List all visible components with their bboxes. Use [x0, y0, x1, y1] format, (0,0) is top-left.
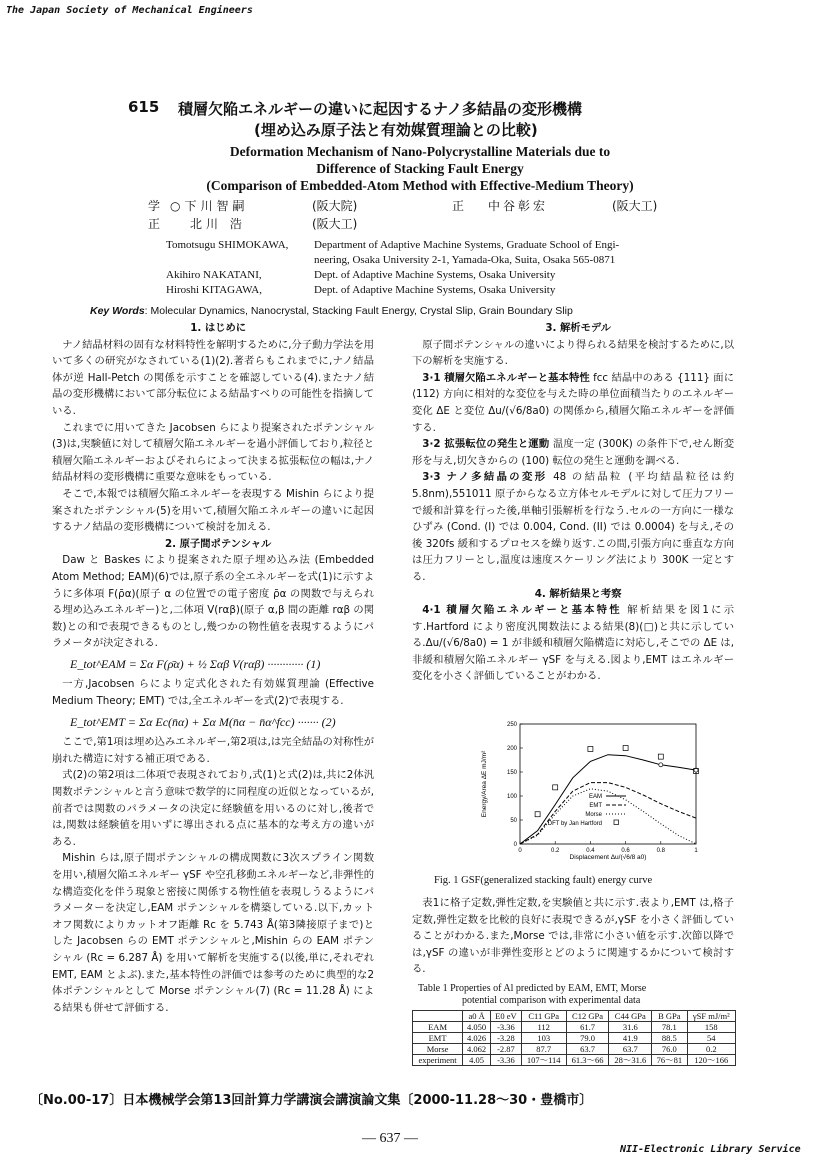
table-header-row [413, 1011, 736, 1022]
table-cell: 31.6 [609, 1022, 652, 1033]
title-en-2: Difference of Stacking Fault Energy [316, 161, 524, 176]
dft-data-point [588, 746, 593, 751]
table-cell: -3.28 [491, 1033, 522, 1044]
section-1-para-3: そこで,本報では積層欠陥エネルギーを表現する Mishin らにより提案されたポテンシャル(5)を用いて,積層欠陥エネルギーの違いに起因するナノ結晶の変形機構について検討を加える. [52, 487, 374, 534]
subsection-3-1 [412, 370, 734, 436]
table-cell: 88.5 [652, 1033, 687, 1044]
title-jp-1: 積層欠陥エネルギーの違いに起因するナノ多結晶の変形機構 [178, 100, 582, 118]
table-1 [412, 1010, 736, 1066]
author-inst-2: (阪大工) [612, 199, 658, 213]
table-cell: 0.2 [687, 1044, 735, 1055]
table-cell: 120～166 [687, 1055, 735, 1066]
y-tick-label: 0 [513, 842, 517, 848]
y-axis-label: Energy/Area ΔE mJ/m² [481, 750, 488, 818]
aff-name-1: Tomotsugu SHIMOKAWA, [166, 239, 289, 251]
y-tick-label: 200 [506, 746, 517, 752]
plot-frame [520, 724, 696, 844]
keywords-label: Key Words [90, 305, 145, 317]
aff-name-3: Hiroshi KITAGAWA, [166, 284, 263, 296]
author-role-2: 正 [452, 199, 465, 213]
author-name-2: 中谷彰宏 [488, 199, 549, 213]
table-cell: 112 [521, 1022, 566, 1033]
right-column-bottom [412, 895, 734, 978]
legend-label: EMT [589, 803, 602, 809]
legend-label: Morse [585, 812, 602, 818]
table-header-cell [413, 1011, 463, 1022]
table-header-cell: C44 GPa [609, 1011, 652, 1022]
y-tick-label: 50 [510, 818, 517, 824]
table-cell: -2.87 [491, 1044, 522, 1055]
aff-dept-3: Dept. of Adaptive Machine Systems, Osaka University [314, 284, 556, 296]
x-tick-label: 0.2 [551, 848, 560, 854]
table-cell: 4.050 [463, 1022, 491, 1033]
section-2-para-2: 一方,Jacobsen らにより定式化された有効媒質理論 (Effective Medium Theory; EMT) では,全エネルギーを式(2)で表現する. [52, 678, 374, 708]
subsection-3-3-text: 48 の結晶粒 (平均結晶粒径は約 5.8nm),551011 原子からなる立方体セルモデルに対して圧力フリーで緩和計算を行った後,単軸引張解析を行なう.セルの一方向に一様なひずみ (Cond. (I) では 0.004, Cond. (II) では 0.0004) を与え,その後 320fs 緩和するプロセスを繰り返す.この間,引張方向に垂直な方向は圧力フリーとし,温度は速度スケーリング法により 300K 一定とする. [412, 471, 734, 583]
table-cell: -3.36 [491, 1055, 522, 1066]
service-footer: NII-Electronic Library Service [620, 1144, 801, 1155]
table-cell: 4.05 [463, 1055, 491, 1066]
subsection-3-2 [412, 436, 734, 469]
gsf-energy-chart [470, 718, 710, 868]
table-cell: 41.9 [609, 1033, 652, 1044]
table-header-cell: a0 Å [463, 1011, 491, 1022]
section-1-heading: 1. はじめに [190, 322, 247, 334]
author-inst-3: (阪大工) [312, 217, 358, 231]
dft-data-point [553, 785, 558, 790]
section-2-para-4: 式(2)の第2項は二体項で表現されており,式(1)と式(2)は,共に2体汎関数ポテンシャルと言う意味で数学的に同程度の近似となっているが,前者では関数のパラメータの決定に経験値を用いるのに対し,後者では,関数は経験値を用いずに導出される点に基本的な考え方の違いがある. [52, 769, 374, 848]
table-cell: 63.7 [566, 1044, 609, 1055]
aff-dept-1: Department of Adaptive Machine Systems, Graduate School of Engi- [314, 239, 620, 251]
table-cell: 103 [521, 1033, 566, 1044]
x-axis-label: Displacement Δu/(√6/8 a0) [569, 854, 647, 861]
page-number: — 637 — [362, 1131, 418, 1146]
table-cell: 4.026 [463, 1033, 491, 1044]
table-header-cell: γSF mJ/m² [687, 1011, 735, 1022]
table-cell: 54 [687, 1033, 735, 1044]
y-tick-label: 100 [506, 794, 517, 800]
subsection-3-3-heading: 3·3 ナノ多結晶の変形 [422, 471, 548, 484]
section-4-heading: 4. 解析結果と考察 [534, 587, 622, 600]
table-header-cell: B GPa [652, 1011, 687, 1022]
title-en-1: Deformation Mechanism of Nano-Polycrystalline Materials due to [229, 144, 611, 159]
left-column [52, 320, 374, 1016]
aff-name-2: Akihiro NAKATANI, [166, 269, 262, 281]
table-1-caption [418, 983, 646, 1007]
y-tick-label: 150 [506, 770, 517, 776]
table-cell: 63.7 [609, 1044, 652, 1055]
x-tick-label: 1 [694, 848, 698, 854]
table-cell: 78.1 [652, 1022, 687, 1033]
title-jp-2: (埋め込み原子法と有効媒質理論との比較) [254, 121, 538, 139]
series-line-eam [520, 755, 696, 844]
aff-dept-2: Dept. of Adaptive Machine Systems, Osaka University [314, 269, 556, 281]
title-en-3: (Comparison of Embedded-Atom Method with Effective-Medium Theory) [206, 178, 634, 193]
table-cell: 79.0 [566, 1033, 609, 1044]
subsection-3-1-heading: 3·1 積層欠陥エネルギーと基本特性 [422, 371, 590, 384]
subsection-3-2-heading: 3·2 拡張転位の発生と運動 [422, 438, 550, 451]
society-header: The Japan Society of Mechanical Engineers [6, 5, 253, 16]
table-header-cell: C11 GPa [521, 1011, 566, 1022]
table-cell: 76.0 [652, 1044, 687, 1055]
section-1-para-1: ナノ結晶材料の固有な材料特性を解明するために,分子動力学法を用いて多くの研究がなされている(1)(2).著者らもこれまでに,ナノ結晶体が逆 Hall-Petch の関係を示すことを確認している(4).またナノ結晶の変形機構において部分転位による結晶すべりの可能性を指摘している. [52, 338, 374, 417]
series-line-emt [520, 783, 696, 844]
table-row [413, 1055, 736, 1066]
author-name-1: ○下川智嗣 [170, 199, 249, 213]
subsection-3-2-text: 温度一定 (300K) の条件下で,せん断変形を与え,切欠きからの (100) 転位の発生と運動を調べる. [412, 438, 735, 467]
legend-label: DFT by Jan Hartford [547, 821, 602, 827]
section-2-para-5: Mishin らは,原子間ポテンシャルの構成関数に3次スプライン関数を用い,積層欠陥エネルギー γSF や空孔移動エネルギーなど,非弾性的な構造変化を伴う現象と密接に関係する物性値を表現しうるようにパラメーターを決定し,EAM ポテンシャルを構築している.以下,カットオフ関数によりカットオフ距離 Rc を 5.743 Å(第3隣接原子まで)とした Jacobsen らの EMT ポテンシャルと,Mishin らの EAM ポテンシャル (Rc = 6.287 Å) を用いて解析を実施する(以後,単に,それぞれ EMT, EAM とよぶ).また,基本特性の評価では参考のために典型的な2体ポテンシャルとして Morse ポテンシャル(7) (Rc = 11.28 Å) による結果も併せて評価する. [52, 852, 374, 1014]
keywords [90, 305, 573, 317]
subsection-4-1 [412, 602, 734, 685]
x-tick-label: 0.4 [586, 848, 595, 854]
table-cell: Morse [413, 1044, 463, 1055]
table-header-cell: E0 eV [491, 1011, 522, 1022]
author-inst-1: (阪大院) [312, 199, 358, 213]
table-header-cell: C12 GPa [566, 1011, 609, 1022]
x-tick-label: 0 [518, 848, 522, 854]
author-name-3: 北川 浩 [190, 217, 246, 231]
section-2-para-1: Daw と Baskes により提案された原子埋め込み法 (Embedded Atom Method; EAM)(6)では,原子系の全エネルギーを式(1)に示すように多体項 F(ρ̄α)(原子 α の位置での電子密度 ρ̄α の関数で与えられる埋め込みエネルギー)と,二体項 V(rαβ)(原子 α,β 間の距離 rαβ の関数)との和で表現できるものとし,幾つかの物性値を表現するようにパラメータが決定される. [52, 554, 374, 650]
paper-number: 615 [128, 98, 160, 116]
table-cell: 76～81 [652, 1055, 687, 1066]
legend-marker [614, 820, 619, 825]
proceedings-footer: 〔No.00-17〕日本機械学会第13回計算力学講演会講演論文集〔2000-11.28～30・豊橋市〕 [30, 1093, 593, 1108]
x-tick-label: 0.8 [656, 848, 665, 854]
table-cell: 107～114 [521, 1055, 566, 1066]
subsection-4-1-text: 解析結果を図1に示す.Hartford により密度汎関数法による結果(8)(□)と共に示している.Δu/(√6/8a0) = 1 が非緩和積層欠陥構造に対応し,そこでの ΔE は,非緩和積層欠陥エネルギー γSF を与える.図より,EMT はエネルギー変化を小さく評価していることがわかる. [412, 604, 734, 683]
table-row [413, 1044, 736, 1055]
subsection-3-1-text: fcc 結晶中のある {111} 面に ⟨112⟩ 方向に相対的な変位を与えた時の単位面積当たりのエネルギー変化 ΔE と変位 Δu/(√6/8a0) の関係から,積層欠陥エネルギーを評価する. [412, 371, 734, 434]
keywords-text: : Molecular Dynamics, Nanocrystal, Stacking Fault Energy, Crystal Slip, Grain Boundary Slip [144, 305, 573, 317]
table-row [413, 1022, 736, 1033]
table-cell: 61.7 [566, 1022, 609, 1033]
section-2-para-3: ここで,第1項は埋め込みエネルギー,第2項は,は完全結晶の対称性が崩れた構造に対する補正項である. [52, 736, 374, 765]
table-row [413, 1033, 736, 1044]
dft-data-point [658, 754, 663, 759]
dft-data-point [623, 746, 628, 751]
table-1-caption-1: Table 1 Properties of Al predicted by EAM, EMT, Morse [418, 983, 647, 994]
aff-dept-1b: neering, Osaka University 2-1, Yamada-Oka, Suita, Osaka 565-0871 [314, 254, 616, 266]
series-line-morse [520, 789, 696, 844]
table-discussion-para: 表1に格子定数,弾性定数,を実験値と共に示す.表より,EMT は,格子定数,弾性定数を比較的良好に表現できるが,γSF を小さく評価していることがわかる.また,Morse では,非常に小さい値を示す.次節以降では,γSF の違いが非弾性変形とどのように関連するかについて検討する. [412, 897, 734, 976]
dft-data-point [535, 812, 540, 817]
subsection-4-1-heading: 4·1 積層欠陥エネルギーと基本特性 [422, 604, 622, 617]
table-cell: 87.7 [521, 1044, 566, 1055]
table-cell: 61.3～66 [566, 1055, 609, 1066]
section-2-heading: 2. 原子間ポテンシャル [164, 537, 272, 550]
equation-2: E_tot^EMT = Σα Ec(n̄α) + Σα M(n̄α − n̄α^fcc) ······· (2) [70, 714, 336, 729]
table-cell: 28～31.6 [609, 1055, 652, 1066]
legend-label: EAM [588, 794, 602, 800]
y-tick-label: 250 [506, 722, 517, 728]
figure-1-caption: Fig. 1 GSF(generalized stacking fault) energy curve [434, 875, 653, 886]
author-role-1: 学 [148, 199, 161, 213]
table-1-caption-2: potential comparison with experimental data [462, 995, 641, 1006]
subsection-3-3 [412, 469, 734, 585]
section-1-para-2: これまでに用いてきた Jacobsen らにより提案されたポテンシャル(3)は,実験値に対して積層欠陥エネルギーを過小評価しており,粒径と積層欠陥エネルギーおよびそれらによって決まる拡張転位の幅は,ナノ結晶材料の変形機構に重要な意味をもっている. [52, 421, 374, 484]
table-cell: experiment [413, 1055, 463, 1066]
equation-1: E_tot^EAM = Σα F(ρ̄α) + ½ Σαβ V(rαβ) ············ (1) [70, 656, 321, 671]
title-en [100, 143, 740, 194]
table-cell: 158 [687, 1022, 735, 1033]
x-tick-label: 0.6 [621, 848, 630, 854]
section-3-para: 原子間ポテンシャルの違いにより得られる結果を検討するために,以下の解析を実施する. [412, 338, 734, 368]
table-cell: 4.062 [463, 1044, 491, 1055]
author-role-3: 正 [148, 217, 161, 231]
eam-marker [659, 763, 663, 767]
table-cell: EMT [413, 1033, 463, 1044]
right-column-top [412, 320, 734, 685]
table-cell: -3.36 [491, 1022, 522, 1033]
section-3-heading: 3. 解析モデル [545, 322, 611, 334]
table-cell: EAM [413, 1022, 463, 1033]
